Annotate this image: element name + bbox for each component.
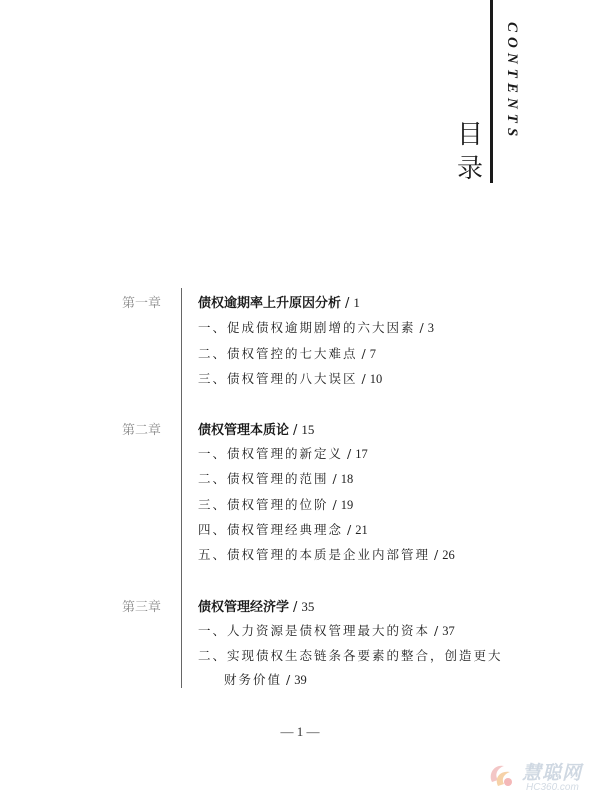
entry-text: 三、债权管理的位阶 [198,497,329,512]
separator: / [434,623,439,638]
separator: / [332,497,337,512]
separator: / [286,672,291,687]
chapter-2-label: 第二章 [122,423,162,438]
chapter-3-page: 35 [301,599,315,614]
separator: / [361,346,366,361]
entry-text: 三、债权管理的八大误区 [198,371,358,386]
toc-entry-continuation[interactable] [224,670,307,688]
separator: / [419,320,424,335]
entry-text: 二、债权管控的七大难点 [198,346,358,361]
entry-text: 一、债权管理的新定义 [198,446,344,461]
entry-page: 18 [340,472,354,486]
separator: / [434,547,439,562]
entry-text: 二、债权管理的范围 [198,471,329,486]
toc-entry[interactable] [198,318,434,336]
entry-text: 二、实现债权生态链条各要素的整合，创造更大 [198,648,503,663]
entry-page: 10 [369,372,383,386]
separator: / [347,446,352,461]
entry-page: 19 [340,498,354,512]
chapter-3-title-entry[interactable] [198,596,314,615]
chapter-2-title: 债权管理本质论 [198,423,290,438]
entry-page: 39 [294,673,307,687]
entry-text: 一、促成债权逾期剧增的六大因素 [198,320,416,335]
chapter-1-label: 第一章 [122,296,162,311]
entry-text: 一、人力资源是债权管理最大的资本 [198,623,431,638]
toc-entry[interactable] [198,545,455,563]
entry-page: 7 [369,347,376,361]
entry-text: 五、债权管理的本质是企业内部管理 [198,547,431,562]
toc-entry[interactable] [198,344,376,362]
entry-page: 3 [427,321,434,335]
separator: / [332,471,337,486]
entry-page: 37 [442,624,455,638]
chapter-3-title: 债权管理经济学 [198,600,290,615]
watermark-logo [486,756,598,800]
chapter-1-title-entry[interactable] [198,292,360,311]
entry-text: 四、债权管理经典理念 [198,522,344,537]
toc-entry[interactable] [198,520,368,538]
entry-text-continuation: 财务价值 [224,672,283,687]
toc-vertical-rule [181,288,182,688]
chapter-1-page: 1 [353,295,360,310]
toc-entry[interactable] [198,469,353,487]
separator: / [293,423,298,438]
separator: / [345,296,350,311]
separator: / [361,371,366,386]
chapter-2-page: 15 [301,422,315,437]
watermark-url: HC360.com [526,782,579,793]
entry-page: 17 [355,447,368,461]
entry-page: 26 [442,548,455,562]
contents-heading: CONTENTS [504,22,520,142]
chapter-3-label: 第三章 [122,600,162,615]
toc-entry[interactable] [198,495,353,513]
toc-entry[interactable] [198,646,503,664]
toc-entry[interactable] [198,444,368,462]
watermark-name: 慧聪网 [522,762,583,784]
header-vertical-rule [490,0,493,183]
chapter-2-title-entry[interactable] [198,419,314,438]
footer-page-number: — 1 — [280,724,320,739]
chapter-1-title: 债权逾期率上升原因分析 [198,296,342,311]
separator: / [293,600,298,615]
hc360-logo-icon [486,760,518,792]
toc-entry[interactable] [198,369,382,387]
entry-page: 21 [355,523,368,537]
page-title: 目录 [456,120,483,184]
toc-entry[interactable] [198,621,455,639]
separator: / [347,522,352,537]
